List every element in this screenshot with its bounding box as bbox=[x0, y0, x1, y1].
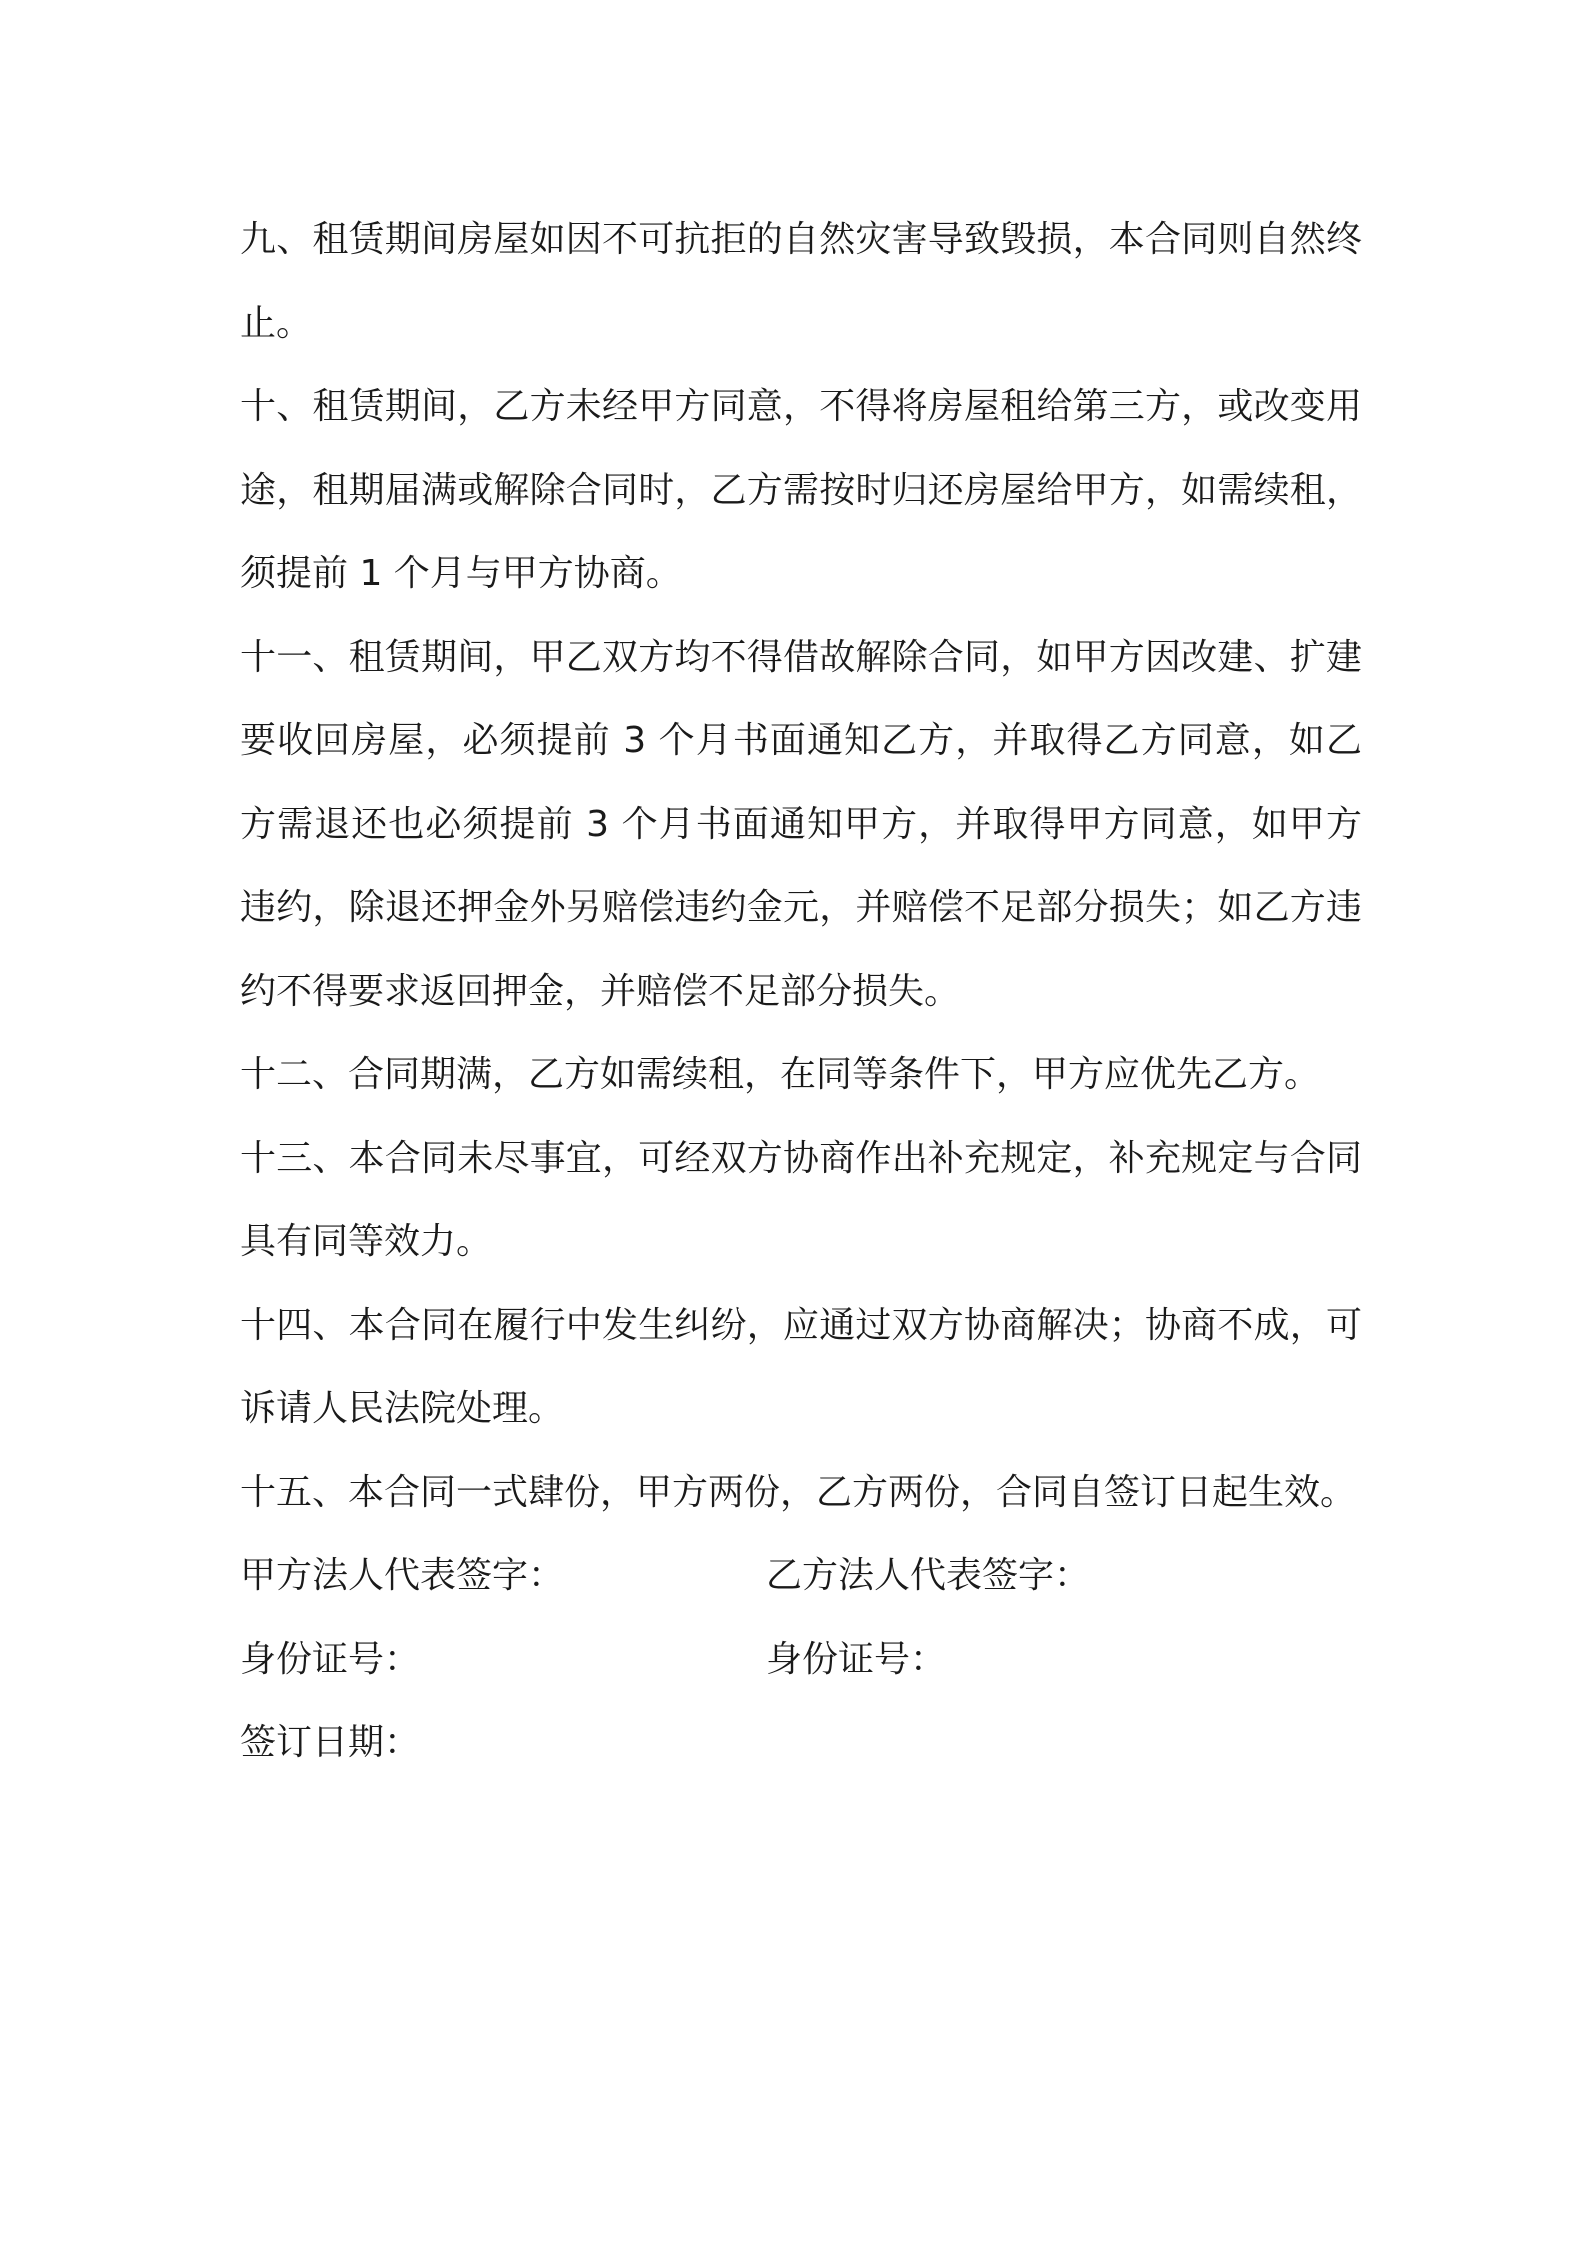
signature-row-id bbox=[240, 1618, 1362, 1702]
signature-row-representative bbox=[240, 1534, 1362, 1618]
clause-15: 十五、本合同一式肆份，甲方两份，乙方两份，合同自签订日起生效。 bbox=[240, 1471, 1357, 1513]
party-b-rep-label: 乙方法人代表签字： bbox=[766, 1555, 1091, 1596]
clause-13: 十三、本合同未尽事宜，可经双方协商作出补充规定，补充规定与合同具有同等效力。 bbox=[240, 1137, 1362, 1262]
party-a-id-label: 身份证号： bbox=[240, 1638, 421, 1680]
party-b-id-label: 身份证号： bbox=[766, 1638, 947, 1680]
clause-11: 十一、租赁期间，甲乙双方均不得借故解除合同，如甲方因改建、扩建要收回房屋，必须提前 3 个月书面通知乙方，并取得乙方同意，如乙方需退还也必须提前 3 个月书面通知甲方，并取得甲方同意，如甲方违约，除退还押金外另赔偿违约金元，并赔偿不足部分损失；如乙方违约不得要求返回押金，并赔偿不足部分损失。 bbox=[240, 636, 1362, 1012]
party-a-rep-label: 甲方法人代表签字： bbox=[240, 1555, 565, 1596]
sign-date-label: 签订日期： bbox=[240, 1722, 421, 1763]
clause-10: 十、租赁期间，乙方未经甲方同意，不得将房屋租给第三方，或改变用途，租期届满或解除合同时，乙方需按时归还房屋给甲方，如需续租，须提前 1 个月与甲方协商。 bbox=[240, 386, 1362, 594]
clause-14: 十四、本合同在履行中发生纠纷，应通过双方协商解决；协商不成，可诉请人民法院处理。 bbox=[240, 1304, 1362, 1429]
clause-12: 十二、合同期满，乙方如需续租，在同等条件下，甲方应优先乙方。 bbox=[240, 1054, 1321, 1095]
contract-body bbox=[240, 198, 1362, 1785]
clause-9: 九、租赁期间房屋如因不可抗拒的自然灾害导致毁损，本合同则自然终止。 bbox=[240, 219, 1362, 344]
signature-row-date bbox=[240, 1701, 1362, 1785]
